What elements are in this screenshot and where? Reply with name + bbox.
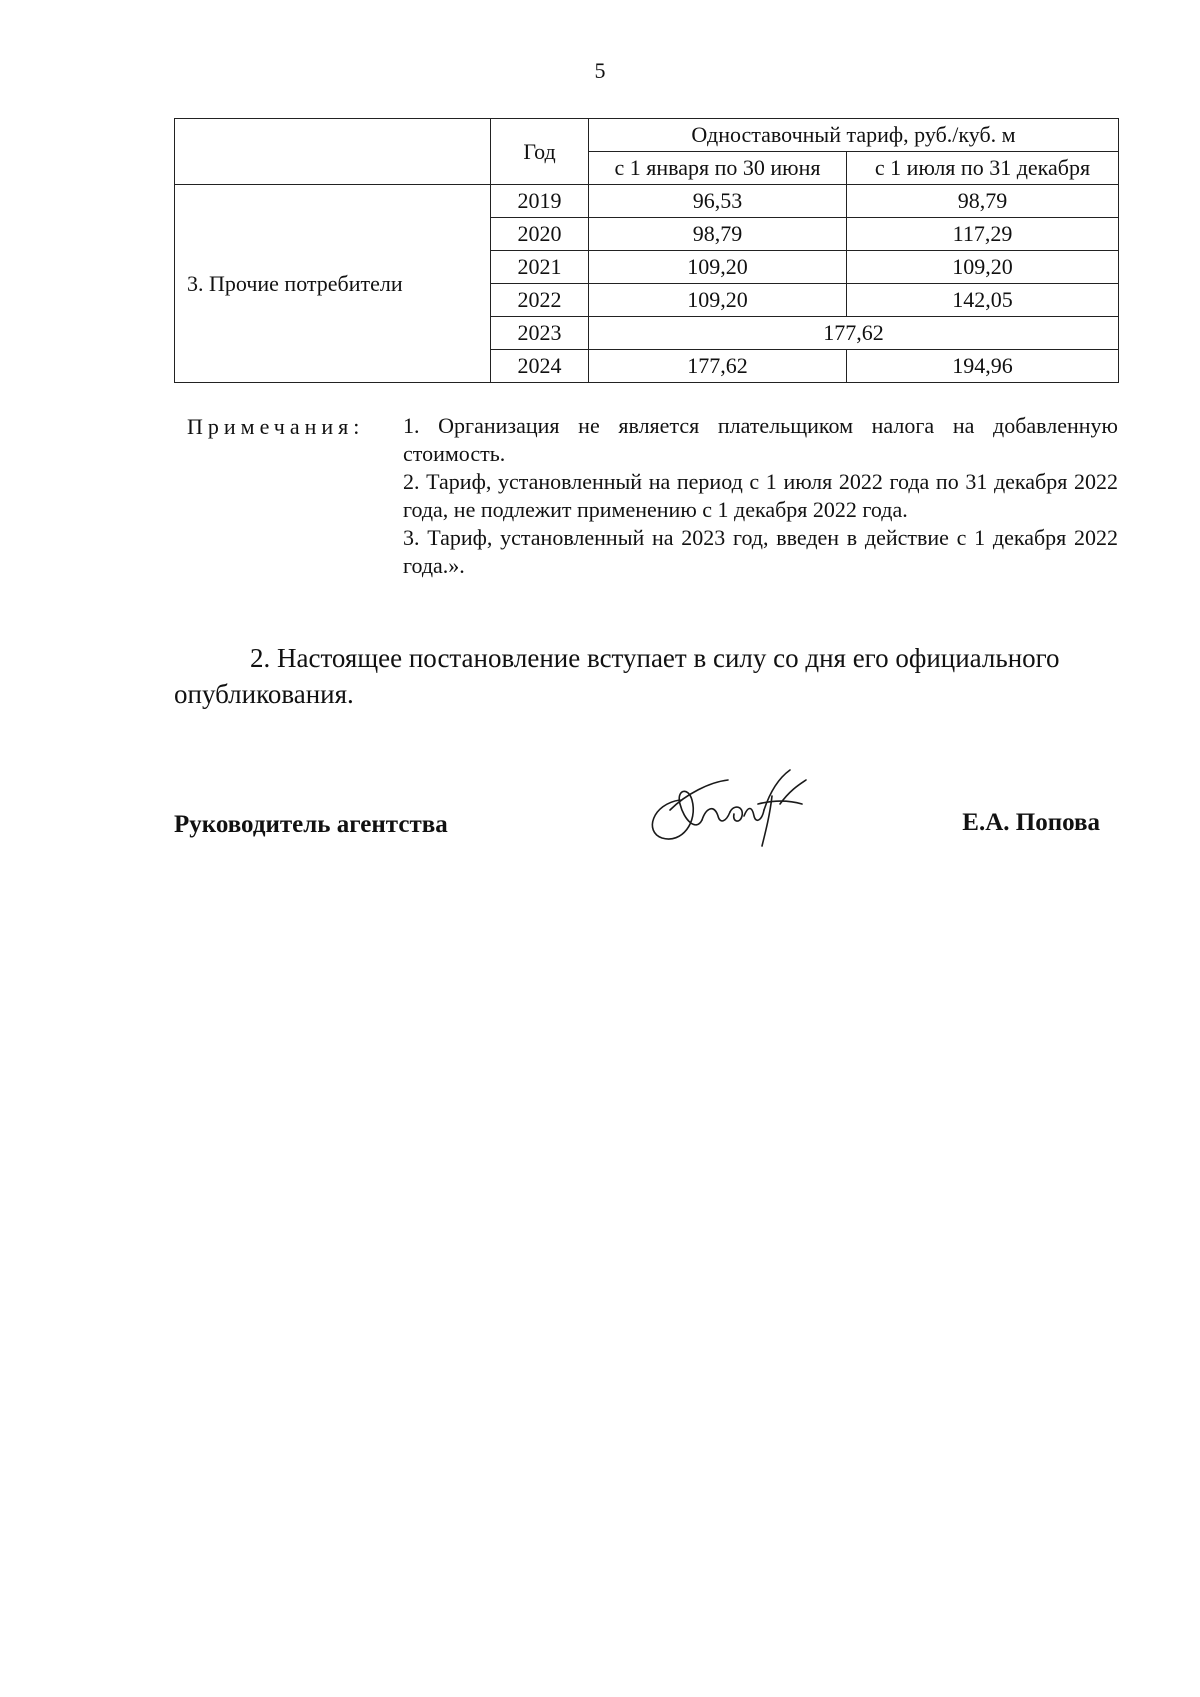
year-cell: 2021 [491, 251, 589, 284]
year-cell: 2022 [491, 284, 589, 317]
year-cell: 2019 [491, 185, 589, 218]
tariff-h2-cell: 98,79 [847, 185, 1119, 218]
clause-2: 2. Настоящее постановление вступает в силу со дня его официального опубликования. [174, 643, 1060, 709]
page-number: 5 [594, 58, 606, 83]
notes-list [403, 412, 1118, 580]
tariff-h1-cell: 109,20 [589, 251, 847, 284]
note-item: 3. Тариф, установленный на 2023 год, введен в действие с 1 декабря 2022 года.». [403, 525, 1118, 578]
header-year: Год [491, 119, 589, 185]
year-cell: 2020 [491, 218, 589, 251]
table-row [175, 185, 1119, 218]
tariff-table [174, 118, 1119, 383]
tariff-h1-cell: 98,79 [589, 218, 847, 251]
signatory-position: Руководитель агентства [174, 811, 448, 838]
note-item: 1. Организация не является плательщиком налога на добавленную стоимость. [403, 413, 1118, 466]
header-empty-cell [175, 119, 491, 185]
tariff-h2-cell: 194,96 [847, 350, 1119, 383]
signatory-name: Е.А. Попова [962, 809, 1100, 836]
table-header-row [175, 119, 1119, 152]
note-item: 2. Тариф, установленный на период с 1 июля 2022 года по 31 декабря 2022 года, не подлежит применению с 1 декабря 2022 года. [403, 469, 1118, 522]
notes-label: Примечания: [187, 414, 365, 439]
category-cell: 3. Прочие потребители [175, 185, 491, 383]
year-cell: 2023 [491, 317, 589, 350]
tariff-h2-cell: 142,05 [847, 284, 1119, 317]
year-cell: 2024 [491, 350, 589, 383]
handwritten-signature [640, 760, 820, 850]
tariff-h1-cell: 177,62 [589, 350, 847, 383]
tariff-h2-cell: 109,20 [847, 251, 1119, 284]
header-period-1: с 1 января по 30 июня [589, 152, 847, 185]
header-period-2: с 1 июля по 31 декабря [847, 152, 1119, 185]
tariff-full-year-cell: 177,62 [589, 317, 1119, 350]
tariff-h2-cell: 117,29 [847, 218, 1119, 251]
tariff-h1-cell: 96,53 [589, 185, 847, 218]
tariff-h1-cell: 109,20 [589, 284, 847, 317]
header-tariff: Одноставочный тариф, руб./куб. м [589, 119, 1119, 152]
